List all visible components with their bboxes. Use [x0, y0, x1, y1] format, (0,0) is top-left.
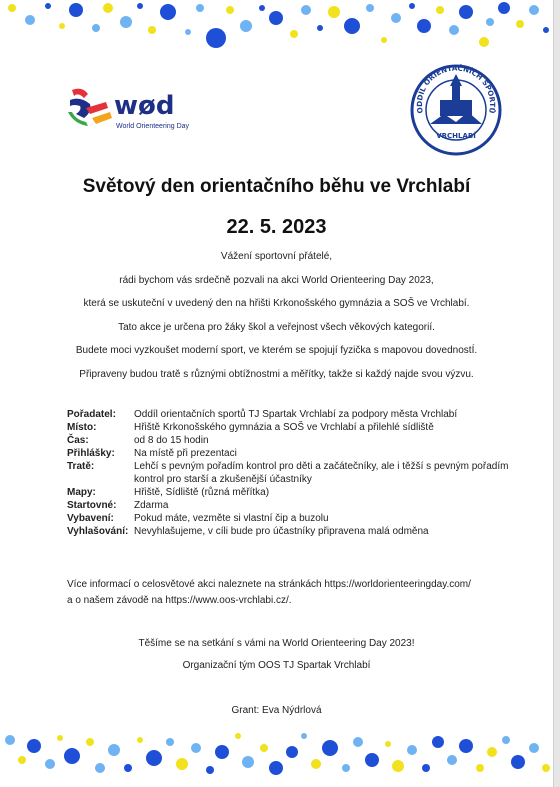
detail-value: Oddíl orientačních sportů TJ Spartak Vrchlabí za podpory města Vrchlabí: [134, 409, 458, 420]
page-title: Světový den orientačního běhu ve Vrchlabí: [82, 176, 471, 197]
detail-row-equipment: [67, 512, 537, 525]
wod-caption: World Orienteering Day: [116, 123, 190, 130]
bottom-dot-border: [0, 712, 553, 782]
detail-value: Lehčí s pevným pořadím kontrol pro děti a začátečníky, ale i těžší s pevným pořadím kontrol pro starší a zkušenější účastníky: [134, 461, 509, 485]
club-city: VRCHLABÍ: [436, 132, 476, 140]
event-details: [67, 408, 537, 538]
grant-credit: Grant: Eva Nýdrlová: [231, 705, 322, 716]
detail-label: Vybavení:: [67, 513, 114, 524]
detail-value: Na místě při prezentaci: [134, 448, 237, 459]
detail-label: Čas:: [67, 435, 89, 446]
detail-row-awards: [67, 525, 537, 538]
more-info-line: a o našem závodě na https://www.oos-vrchlabi.cz/.: [67, 595, 292, 606]
intro-text: [0, 252, 553, 393]
intro-line: která se uskuteční v uvedený den na hřišti Krkonošského gymnázia a SOŠ ve Vrchlabí.: [83, 298, 470, 309]
top-dot-border: [0, 0, 553, 70]
detail-value: Pokud máte, vezměte si vlastní čip a buzolu: [134, 513, 329, 524]
event-date: 22. 5. 2023: [226, 216, 327, 238]
detail-row-place: [67, 421, 537, 434]
detail-label: Pořadatel:: [67, 409, 116, 420]
detail-value: Hřiště, Sídliště (různá měřítka): [134, 487, 270, 498]
closing-signature: Organizační tým OOS TJ Spartak Vrchlabí: [182, 660, 371, 671]
detail-row-registration: [67, 447, 537, 460]
more-info: [67, 577, 537, 609]
intro-line: Vážení sportovní přátelé,: [220, 251, 333, 262]
detail-label: Tratě:: [67, 461, 95, 472]
detail-row-maps: [67, 486, 537, 499]
club-ring-text: ODDÍL ORIENTAČNÍCH SPORTŮ: [414, 64, 498, 115]
detail-value: Nevyhlašujeme, v cíli bude pro účastníky připravena malá odměna: [134, 526, 429, 537]
intro-line: Budete moci vyzkoušet moderní sport, ve kterém se spojují fyzička s mapovou dovednostÍ.: [75, 345, 478, 356]
detail-label: Startovné:: [67, 500, 117, 511]
intro-line: Připraveny budou tratě s různými obtížnostmi a měřítky, takže si každý najde svou výzvu.: [79, 368, 474, 380]
club-logo: [410, 64, 502, 156]
detail-row-courses: [67, 460, 537, 486]
detail-label: Místo:: [67, 422, 97, 433]
detail-row-time: [67, 434, 537, 447]
wod-logo: [66, 84, 196, 134]
detail-row-organizer: [67, 408, 537, 421]
intro-line: Tato akce je určena pro žáky škol a veřejnost všech věkových kategorií.: [118, 321, 435, 333]
intro-line: rádi bychom vás srdečně pozvali na akci World Orienteering Day 2023,: [119, 274, 434, 286]
more-info-line: Více informací o celosvětové akci naleznete na stránkách https://worldorienteeringday.com/: [67, 579, 471, 590]
detail-row-fee: [67, 499, 537, 512]
detail-label: Mapy:: [67, 487, 96, 498]
detail-value: Zdarma: [134, 500, 169, 511]
detail-value: od 8 do 15 hodin: [134, 435, 209, 446]
closing-text: [0, 639, 553, 683]
detail-label: Vyhlašování:: [67, 526, 129, 537]
detail-value: Hřiště Krkonošského gymnázia a SOŠ ve Vrchlabí a přilehlé sídliště: [134, 422, 434, 433]
wod-wordmark: wød: [114, 91, 175, 121]
closing-line: Těšíme se na setkání s vámi na World Orienteering Day 2023!: [138, 638, 415, 649]
detail-label: Přihlášky:: [67, 448, 115, 459]
